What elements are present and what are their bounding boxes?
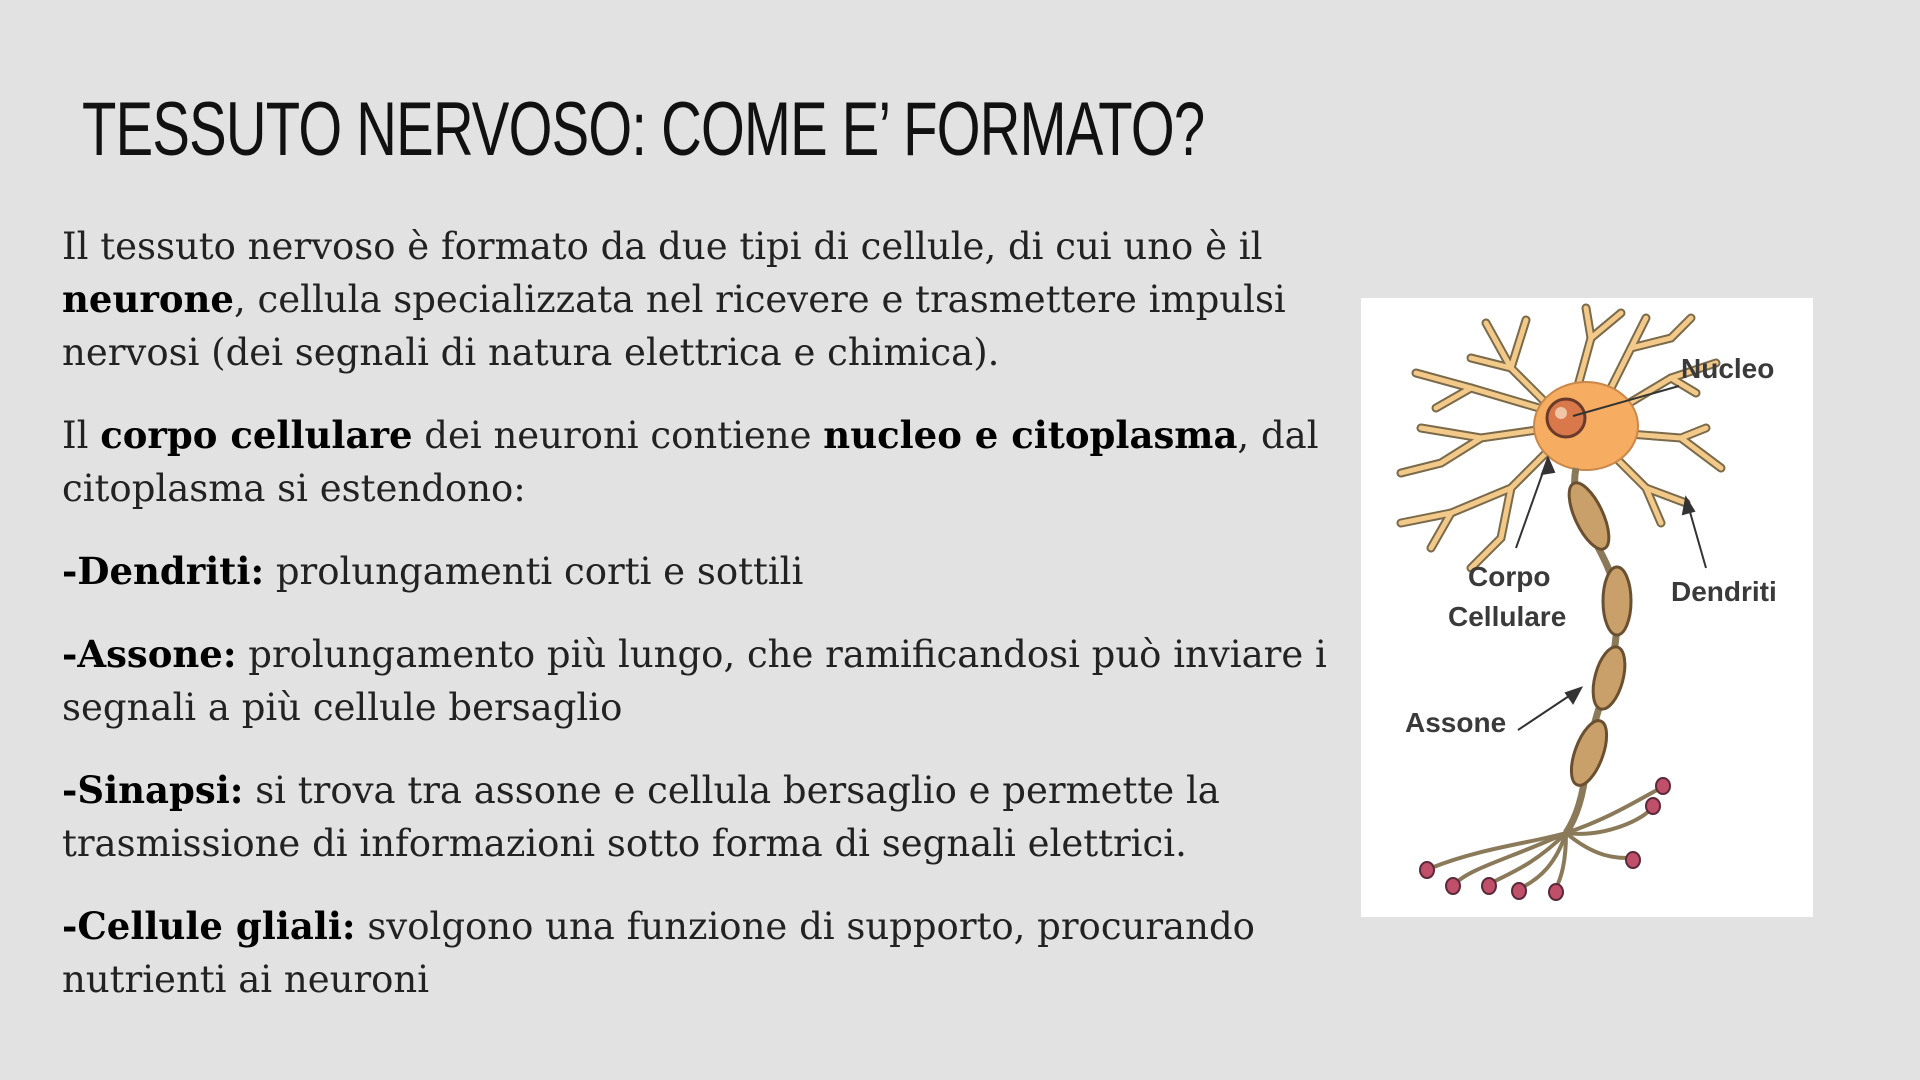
label-cellulare: Cellulare <box>1448 601 1567 632</box>
sinapsi-text: si trova tra assone e cellula bersaglio e permette la trasmissione di informazioni sotto forma di segnali elettrici. <box>62 769 1220 865</box>
label-corpo: Corpo <box>1468 561 1551 592</box>
glia-text: svolgono una funzione di supporto, procurando nutrienti ai neuroni <box>62 905 1255 1001</box>
sinapsi-term: -Sinapsi: <box>62 768 244 812</box>
paragraph-assone <box>62 628 1352 734</box>
dendriti-text: prolungamenti corti e sottili <box>264 550 804 593</box>
corpo-term-nucleo-citoplasma: nucleo e citoplasma <box>823 413 1238 457</box>
dendriti-term: -Dendriti: <box>62 549 265 593</box>
neuron-diagram <box>1361 298 1813 917</box>
paragraph-corpo-cellulare <box>62 409 1352 515</box>
myelin-sheath <box>1561 477 1631 789</box>
intro-text-1: Il tessuto nervoso è formato da due tipi di cellule, di cui uno è il <box>62 225 1263 268</box>
paragraph-cellule-gliali <box>62 900 1352 1006</box>
paragraph-sinapsi <box>62 764 1352 870</box>
nucleus <box>1547 399 1585 437</box>
intro-term-neurone: neurone <box>62 277 234 321</box>
slide-title: TESSUTO NERVOSO: COME E’ FORMATO? <box>82 87 1205 172</box>
corpo-term-corpo-cellulare: corpo cellulare <box>100 413 413 457</box>
body-text <box>62 220 1352 1036</box>
glia-term: -Cellule gliali: <box>62 904 356 948</box>
assone-term: -Assone: <box>62 632 237 676</box>
label-dendriti: Dendriti <box>1671 576 1777 607</box>
paragraph-dendriti <box>62 545 1352 598</box>
axon-terminals <box>1431 788 1661 888</box>
corpo-text-2: dei neuroni contiene <box>412 414 824 457</box>
paragraph-intro <box>62 220 1352 379</box>
label-assone: Assone <box>1405 707 1507 738</box>
label-nucleo: Nucleo <box>1681 353 1775 384</box>
assone-text: prolungamento più lungo, che ramificandosi può inviare i segnali a più cellule bersaglio <box>62 633 1327 729</box>
neuron-illustration <box>1361 298 1813 917</box>
corpo-text-1: Il <box>62 414 101 457</box>
corpo-text-3: , dal citoplasma si estendono: <box>62 414 1319 510</box>
intro-text-2: , cellula specializzata nel ricevere e trasmettere impulsi nervosi (dei segnali di natura elettrica e chimica). <box>62 278 1286 374</box>
